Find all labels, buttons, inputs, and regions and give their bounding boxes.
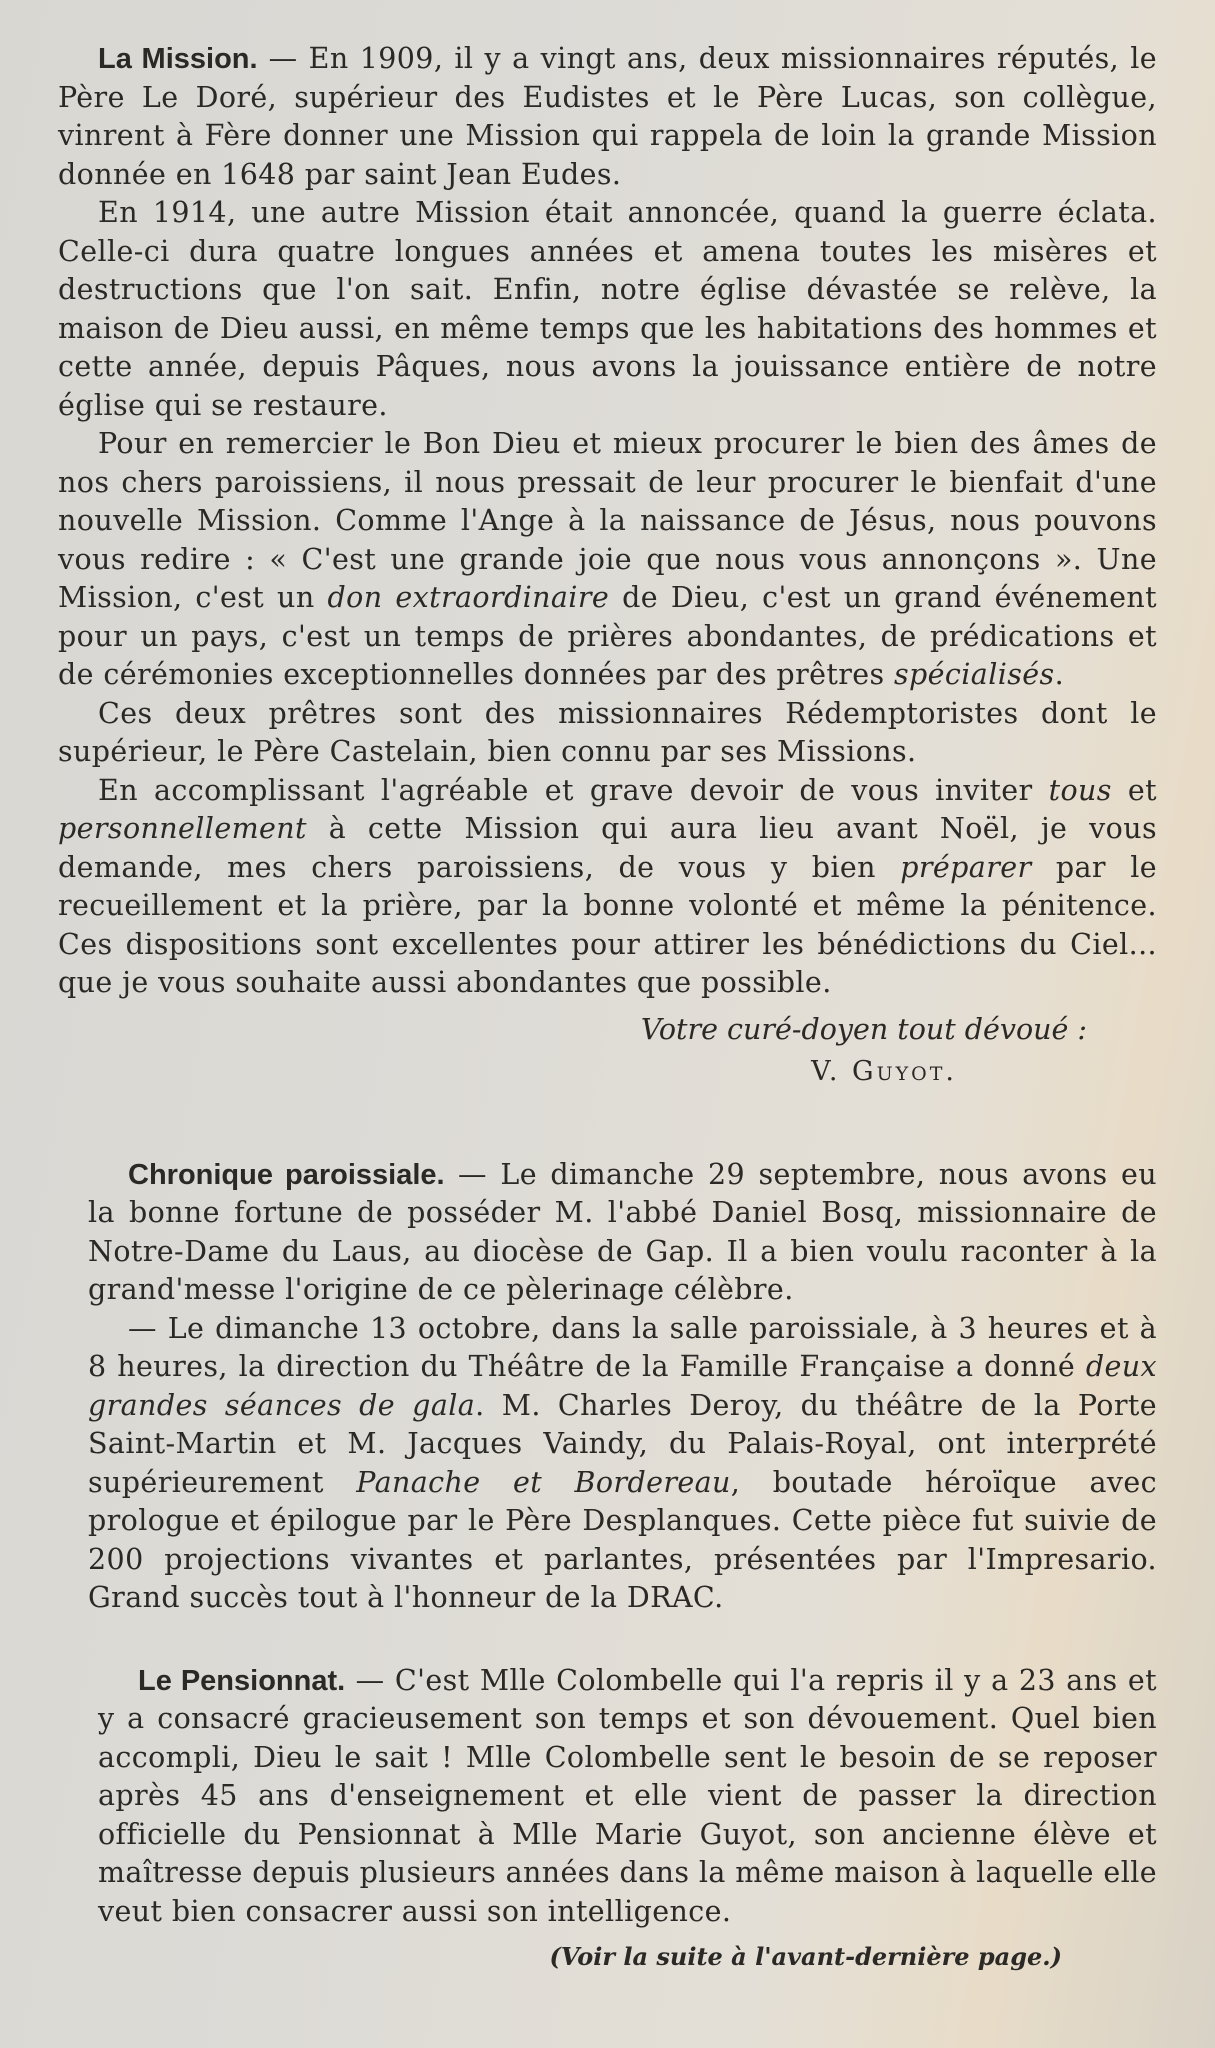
- section-chronique: [58, 1156, 1157, 1618]
- mission-paragraph-4: Ces deux prêtres sont des missionnaires Rédemptoristes dont le supérieur, le Père Castelain, bien connu par ses Missions.: [58, 696, 1157, 768]
- chronique-paragraph-2: — Le dimanche 13 octobre, dans la salle paroissiale, à 3 heures et à 8 heures, la direction du Théâtre de la Famille Française a donné deux grandes séances de gala. M. Charles Deroy, du théâtre de la Porte Saint-Martin et M. Jacques Vaindy, du Palais-Royal, ont interprété supérieurement Panache et Bordereau, boutade héroïque avec prologue et épilogue par le Père Desplanques. Cette pièce fut suivie de 200 projections vivantes et parlantes, présentées par l'Impresario. Grand succès tout à l'honneur de la DRAC.: [88, 1311, 1157, 1614]
- section-gap: [58, 1092, 1157, 1156]
- mission-signature: V. Guyot.: [811, 1056, 957, 1087]
- continuation-note: (Voir la suite à l'avant-dernière page.): [549, 1942, 1062, 1971]
- chronique-heading: Chronique paroissiale.: [128, 1158, 445, 1191]
- chronique-paragraph-1: Chronique paroissiale. — Le dimanche 29 septembre, nous avons eu la bonne fortune de posséder M. l'abbé Daniel Bosq, missionnaire de Notre-Dame du Laus, au diocèse de Gap. Il a bien voulu raconter à la grand'messe l'origine de ce pèlerinage célèbre.: [88, 1157, 1157, 1306]
- section-gap: [58, 1618, 1157, 1662]
- mission-paragraph-1: La Mission. — En 1909, il y a vingt ans, deux missionnaires réputés, le Père Le Doré, supérieur des Eudistes et le Père Lucas, son collègue, vinrent à Fère donner une Mission qui rappela de loin la grande Mission donnée en 1648 par saint Jean Eudes.: [58, 42, 1157, 191]
- mission-paragraph-2: En 1914, une autre Mission était annoncée, quand la guerre éclata. Celle-ci dura quatre longues années et amena toutes les misères et destructions que l'on sait. Enfin, notre église dévastée se relève, la maison de Dieu aussi, en même temps que les habitations des hommes et cette année, depuis Pâques, nous avons la jouissance entière de notre église qui se restaure.: [58, 196, 1157, 422]
- pensionnat-paragraph-1: Le Pensionnat. — C'est Mlle Colombelle qui l'a repris il y a 23 ans et y a consacré gracieusement son temps et son dévouement. Quel bien accompli, Dieu le sait ! Mlle Colombelle sent le besoin de se reposer après 45 ans d'enseignement et elle vient de passer la direction officielle du Pensionnat à Mlle Marie Guyot, son ancienne élève et maîtresse depuis plusieurs années dans la même maison à laquelle elle veut bien consacrer aussi son intelligence.: [98, 1663, 1157, 1928]
- mission-heading: La Mission.: [98, 43, 258, 75]
- section-mission: [58, 40, 1157, 1092]
- pensionnat-heading: Le Pensionnat.: [138, 1664, 346, 1697]
- mission-closing: Votre curé-doyen tout dévoué :: [640, 1012, 1087, 1046]
- mission-paragraph-5: En accomplissant l'agréable et grave devoir de vous inviter tous et personnellement à cette Mission qui aura lieu avant Noël, je vous demande, mes chers paroissiens, de vous y bien préparer par le recueillement et la prière, par la bonne volonté et même la pénitence. Ces dispositions sont excellentes pour attirer les bénédictions du Ciel... que je vous souhaite aussi abondantes que possible.: [58, 773, 1157, 999]
- mission-paragraph-3: Pour en remercier le Bon Dieu et mieux procurer le bien des âmes de nos chers paroissiens, il nous pressait de leur procurer le bienfait d'une nouvelle Mission. Comme l'Ange à la naissance de Jésus, nous pouvons vous redire : « C'est une grande joie que nous vous annonçons ». Une Mission, c'est un don extraordinaire de Dieu, c'est un grand événement pour un pays, c'est un temps de prières abondantes, de prédications et de cérémonies exceptionnelles données par des prêtres spécialisés.: [58, 427, 1157, 691]
- section-pensionnat: [58, 1662, 1157, 1974]
